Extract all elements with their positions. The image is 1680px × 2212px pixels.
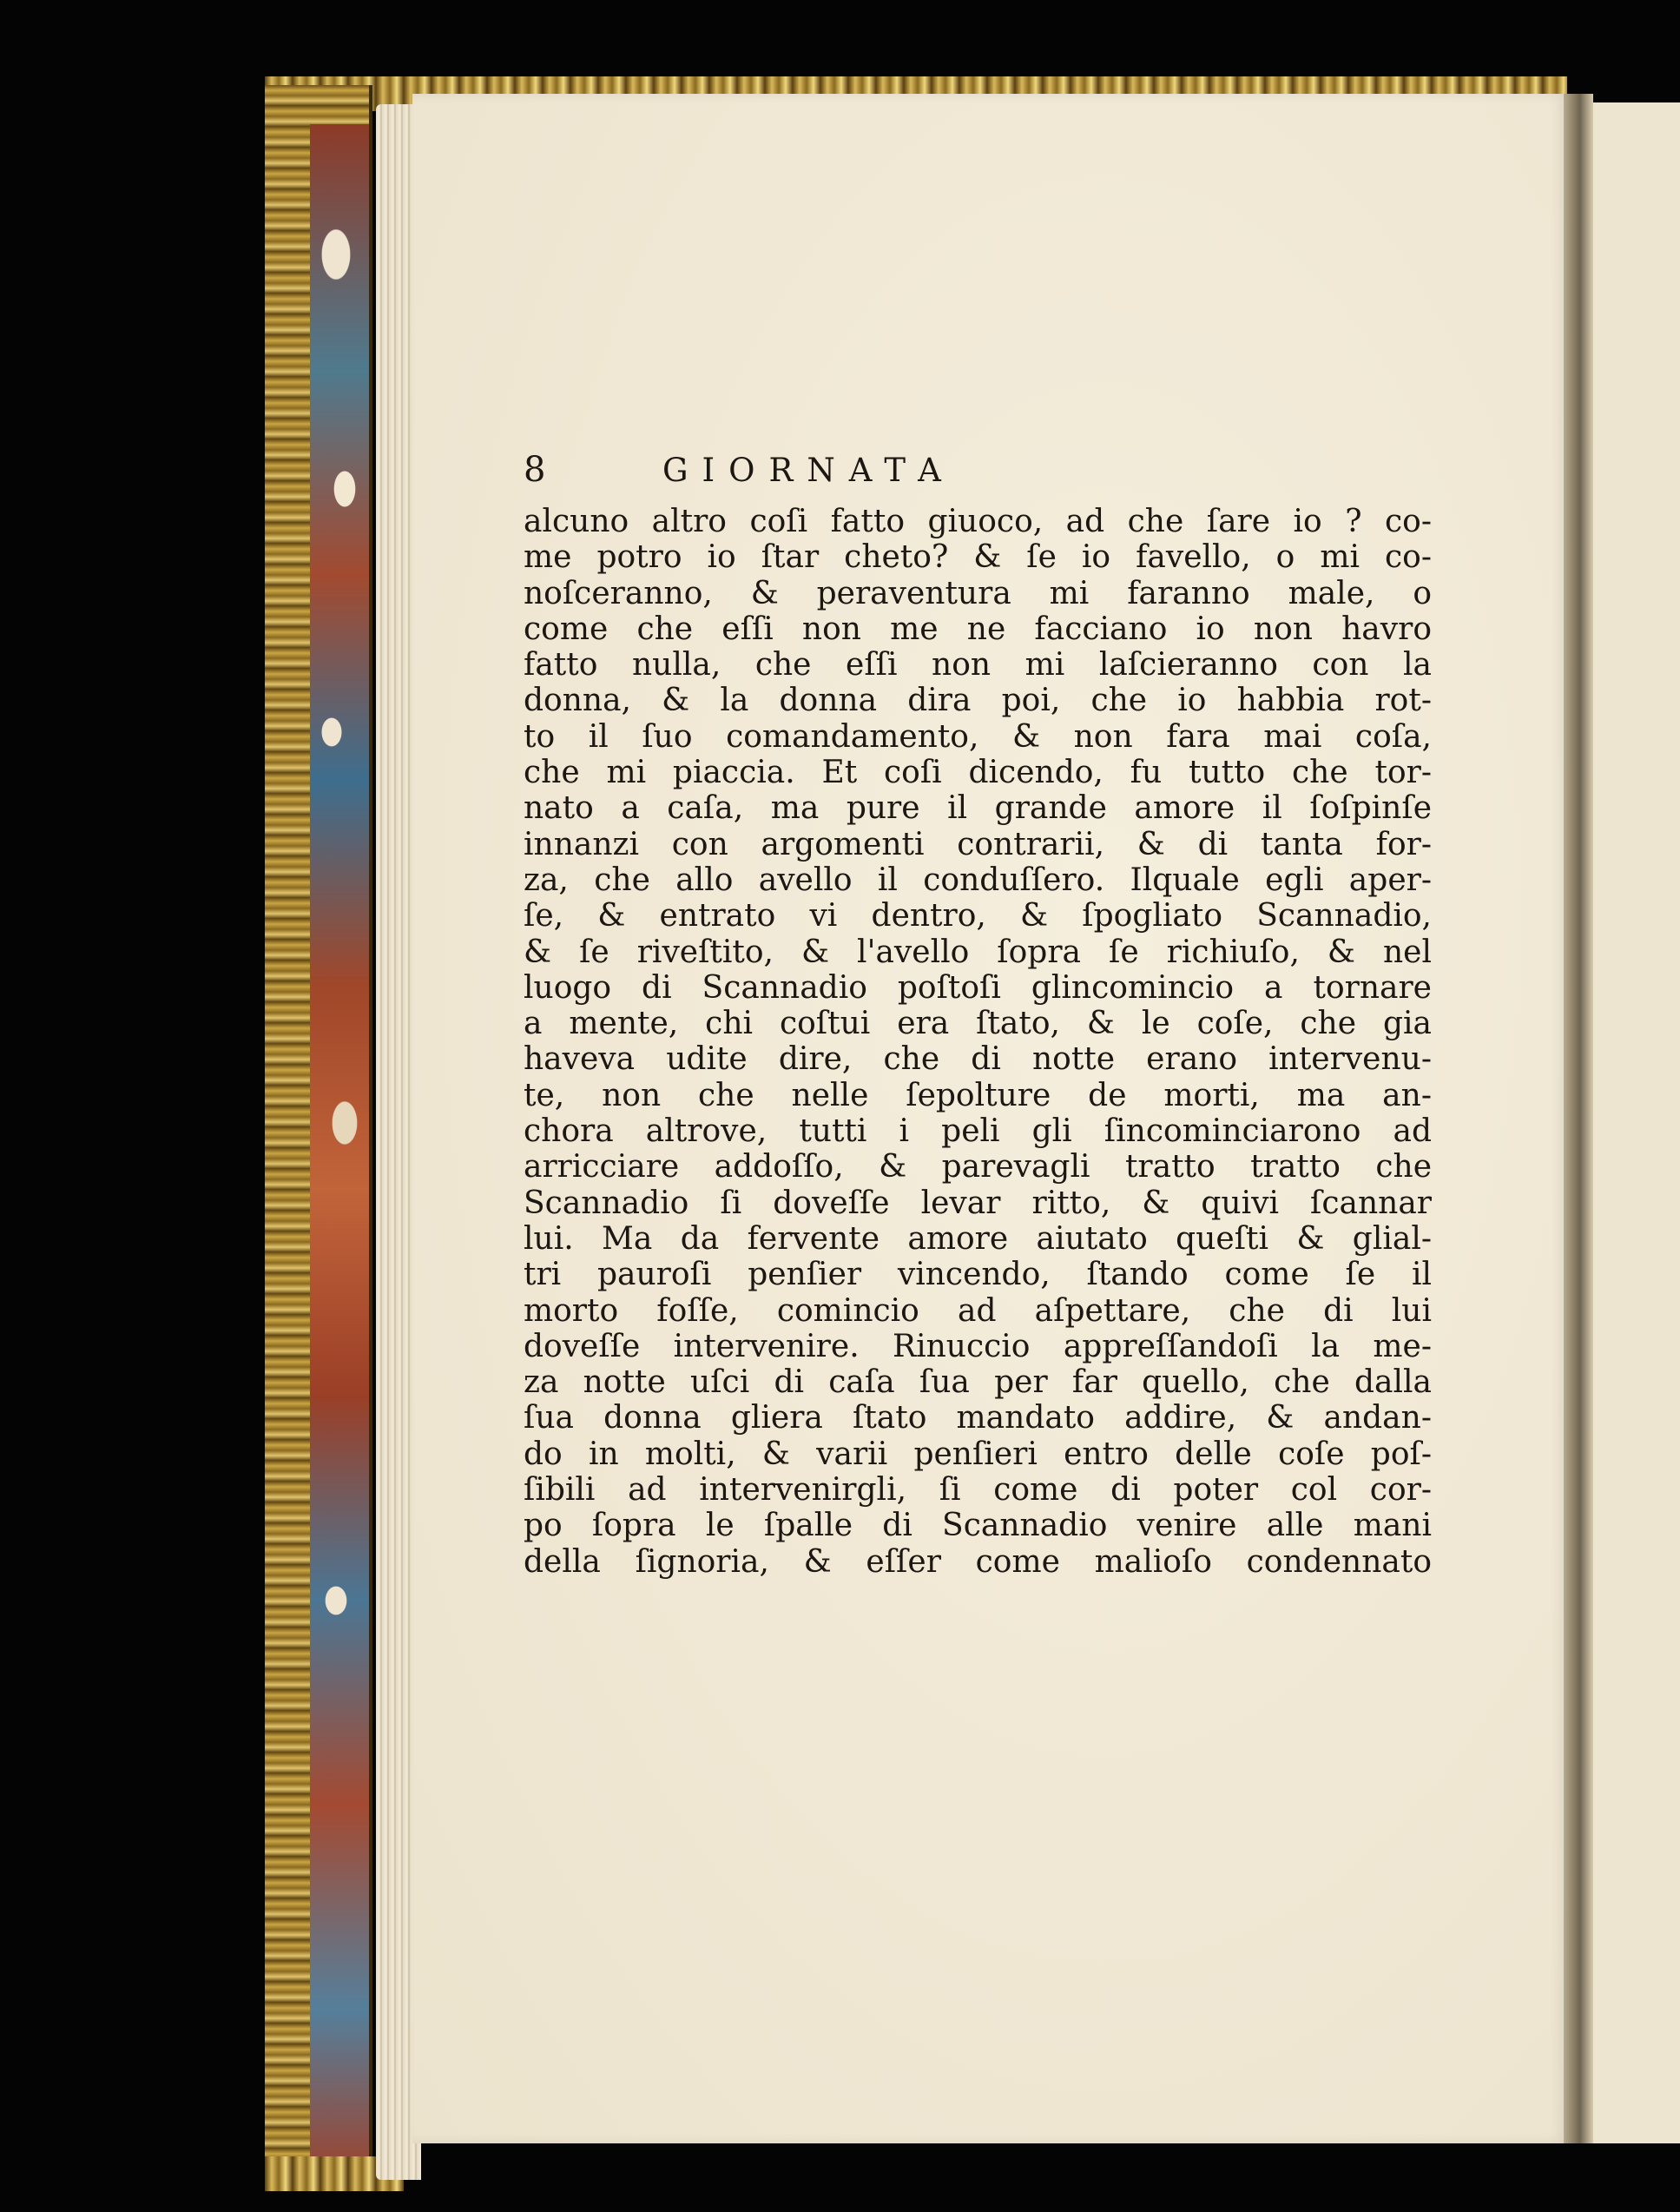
text-line: innanzi con argomenti contrarii, & di tanta for-	[524, 826, 1432, 862]
running-head	[524, 450, 1432, 504]
text-line: za notte uſci di caſa ſua per far quello, che dalla	[524, 1364, 1432, 1401]
text-line: lui. Ma da fervente amore aiutato queſti & glial-	[524, 1220, 1432, 1257]
text-line: to il ſuo comandamento, & non fara mai coſa,	[524, 718, 1432, 755]
text-line: Scannadio ſi doveſſe levar ritto, & quivi ſcannar	[524, 1185, 1432, 1221]
text-line: chora altrove, tutti i peli gli ſincominciarono ad	[524, 1113, 1432, 1150]
text-line: a mente, chi coſtui era ſtato, & le coſe, che gia	[524, 1006, 1432, 1042]
body-text	[524, 504, 1432, 1580]
text-line: arricciare addoſſo, & parevagli tratto tratto che	[524, 1149, 1432, 1185]
text-line: po ſopra le ſpalle di Scannadio venire alle mani	[524, 1508, 1432, 1544]
page-text-block	[524, 450, 1432, 1580]
running-head-title: GIORNATA	[662, 452, 955, 489]
text-line: za, che allo avello il conduſſero. Ilquale egli aper-	[524, 862, 1432, 898]
text-line: do in molti, & varii penſieri entro delle coſe poſ-	[524, 1436, 1432, 1472]
text-line: ſibili ad intervenirgli, ſi come di poter col cor-	[524, 1472, 1432, 1509]
text-line: fatto nulla, che eſſi non mi laſcieranno con la	[524, 647, 1432, 683]
text-line: doveſſe intervenire. Rinuccio appreſſandoſi la me-	[524, 1328, 1432, 1364]
page-gutter	[1564, 94, 1593, 2143]
text-line: te, non che nelle ſepolture de morti, ma an-	[524, 1077, 1432, 1113]
text-line: come che eſſi non me ne facciano io non havro	[524, 611, 1432, 647]
text-line: me potro io ſtar cheto? & ſe io favello, o mi co-	[524, 539, 1432, 576]
text-line: donna, & la donna dira poi, che io habbia rot-	[524, 683, 1432, 719]
text-line: haveva udite dire, che di notte erano intervenu-	[524, 1041, 1432, 1078]
text-line: che mi piaccia. Et coſi dicendo, fu tutto che tor-	[524, 755, 1432, 791]
text-line: alcuno altro coſi fatto giuoco, ad che ſare io ? co-	[524, 504, 1432, 539]
text-line: noſceranno, & peraventura mi faranno male, o	[524, 575, 1432, 611]
text-line: & ſe riveſtito, & l'avello ſopra ſe richiuſo, & nel	[524, 934, 1432, 970]
text-line: luogo di Scannadio poſtoſi glincomincio a tornare	[524, 969, 1432, 1006]
text-line: morto foſſe, comincio ad aſpettare, che di lui	[524, 1292, 1432, 1329]
page-number: 8	[524, 450, 546, 490]
text-line: ſua donna gliera ſtato mandato addire, & andan-	[524, 1400, 1432, 1436]
text-line: della ſignoria, & eſſer come malioſo condennato	[524, 1543, 1432, 1580]
text-line: tri pauroſi penſier vincendo, ſtando come ſe il	[524, 1257, 1432, 1293]
text-line: nato a caſa, ma pure il grande amore il ſoſpinſe	[524, 790, 1432, 827]
marbled-endpaper	[310, 124, 369, 2174]
text-line: ſe, & entrato vi dentro, & ſpogliato Scannadio,	[524, 898, 1432, 934]
facing-page	[1593, 102, 1680, 2143]
